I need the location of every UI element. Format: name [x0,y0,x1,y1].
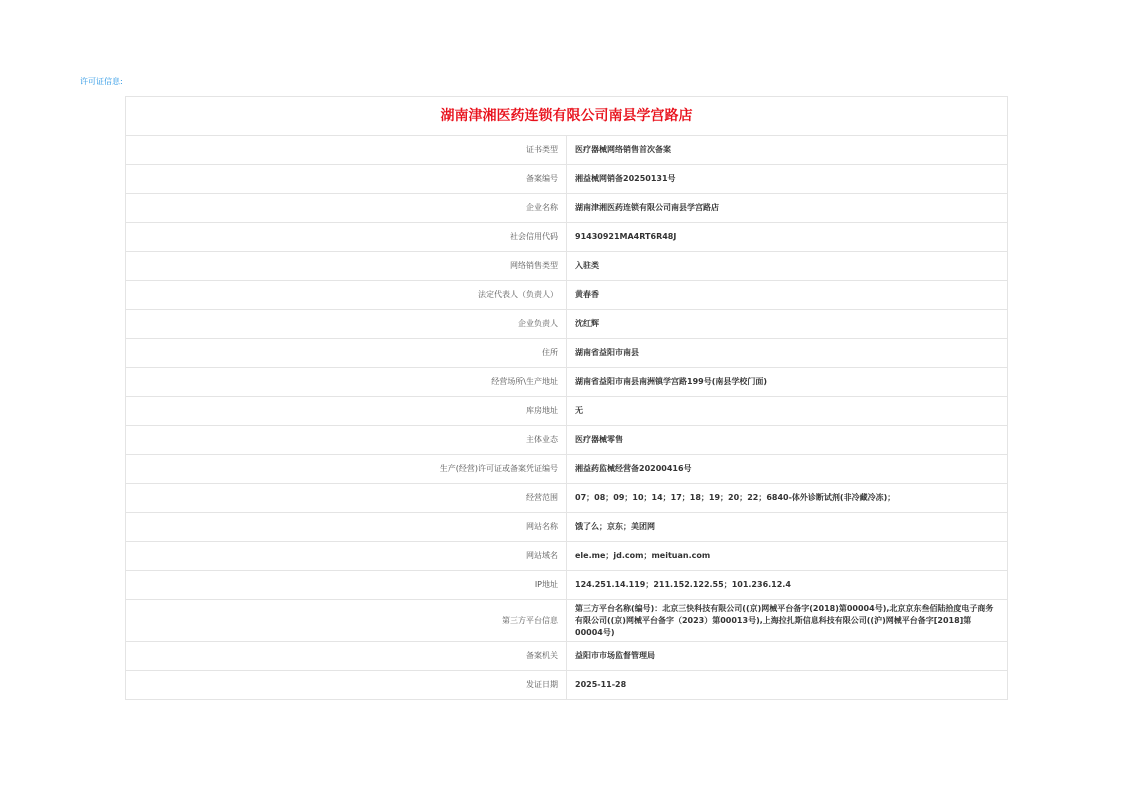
field-value: 124.251.14.119；211.152.122.55；101.236.12.4 [567,571,1008,600]
field-label: 网络销售类型 [126,252,567,281]
table-row [126,165,1008,194]
field-value: 湘益药监械经营备20200416号 [567,455,1008,484]
field-value: ele.me；jd.com；meituan.com [567,542,1008,571]
field-value: 湖南省益阳市南县 [567,339,1008,368]
field-label: 企业负责人 [126,310,567,339]
field-value: 无 [567,397,1008,426]
field-label: 社会信用代码 [126,223,567,252]
field-value: 第三方平台名称(编号)：北京三快科技有限公司((京)网械平台备字(2018)第00004号),北京京东叁佰陆拾度电子商务有限公司((京)网械平台备字（2023）第00013号),上海拉扎斯信息科技有限公司((沪)网械平台备字[2018]第00004号) [567,600,1008,642]
field-label: 备案机关 [126,642,567,671]
table-row [126,542,1008,571]
company-title: 湖南津湘医药连锁有限公司南县学宫路店 [126,97,1008,136]
field-label: 证书类型 [126,136,567,165]
field-value: 入驻类 [567,252,1008,281]
field-value: 沈红辉 [567,310,1008,339]
field-value: 2025-11-28 [567,671,1008,700]
field-label: 企业名称 [126,194,567,223]
field-label: 住所 [126,339,567,368]
table-row [126,671,1008,700]
field-label: 网站域名 [126,542,567,571]
table-row [126,252,1008,281]
table-row [126,513,1008,542]
table-row [126,455,1008,484]
field-label: 备案编号 [126,165,567,194]
field-value: 07；08；09；10；14；17；18；19；20；22；6840-体外诊断试剂(非冷藏冷冻)； [567,484,1008,513]
table-row [126,339,1008,368]
table-row [126,223,1008,252]
field-label: 生产(经营)许可证或备案凭证编号 [126,455,567,484]
table-row [126,426,1008,455]
table-row [126,642,1008,671]
field-label: 主体业态 [126,426,567,455]
field-value: 91430921MA4RT6R48J [567,223,1008,252]
license-table [125,96,1008,700]
table-row [126,281,1008,310]
field-label: 第三方平台信息 [126,600,567,642]
field-label: 发证日期 [126,671,567,700]
field-label: 经营场所\生产地址 [126,368,567,397]
section-label: 许可证信息: [80,77,123,86]
field-value: 湘益械网销备20250131号 [567,165,1008,194]
field-label: 网站名称 [126,513,567,542]
field-label: 库房地址 [126,397,567,426]
table-row [126,368,1008,397]
table-row [126,397,1008,426]
field-label: IP地址 [126,571,567,600]
field-value: 湖南省益阳市南县南洲镇学宫路199号(南县学校门面) [567,368,1008,397]
field-value: 益阳市市场监督管理局 [567,642,1008,671]
field-label: 法定代表人（负责人） [126,281,567,310]
field-label: 经营范围 [126,484,567,513]
table-row [126,484,1008,513]
field-value: 医疗器械网络销售首次备案 [567,136,1008,165]
table-row [126,571,1008,600]
field-value: 湖南津湘医药连锁有限公司南县学宫路店 [567,194,1008,223]
field-value: 饿了么；京东；美团网 [567,513,1008,542]
field-value: 黄春香 [567,281,1008,310]
table-row [126,194,1008,223]
table-row [126,310,1008,339]
table-row [126,136,1008,165]
field-value: 医疗器械零售 [567,426,1008,455]
title-row [126,97,1008,136]
table-row [126,600,1008,642]
